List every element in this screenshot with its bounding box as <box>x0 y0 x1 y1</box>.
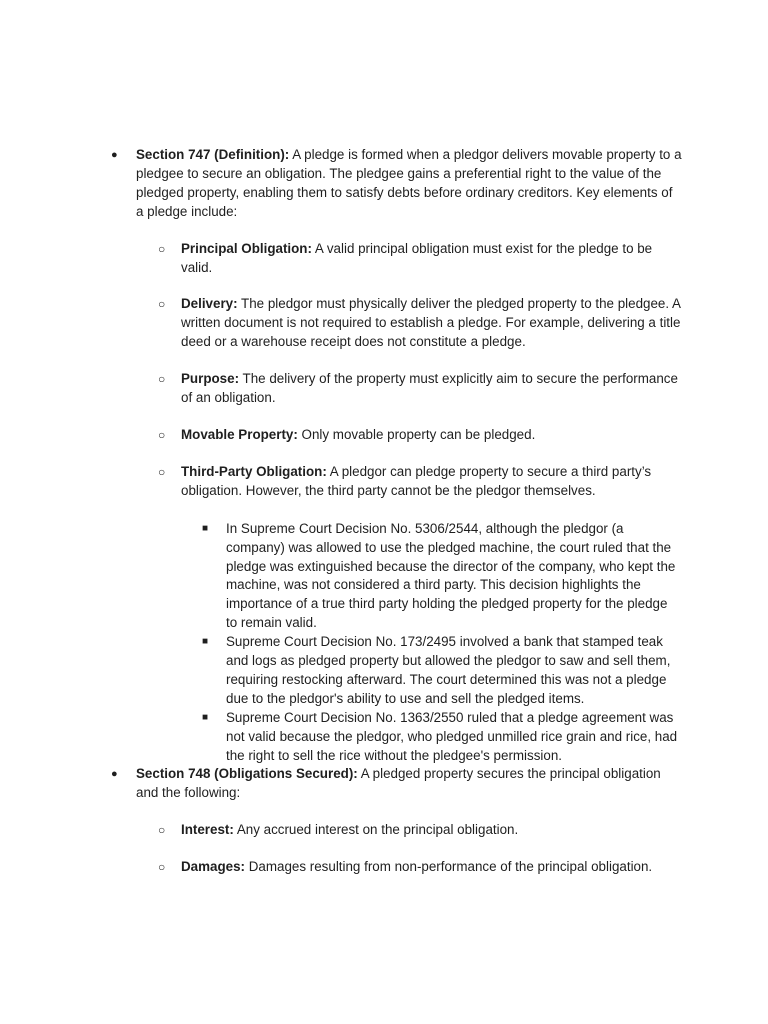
case-item <box>181 709 681 766</box>
element-list <box>136 240 682 766</box>
section-text: A pledged property secures the principal obligation and the following: <box>136 766 661 801</box>
item-text: Only movable property can be pledged. <box>297 426 536 442</box>
case-text: Supreme Court Decision No. 1363/2550 ruled that a pledge agreement was not valid because the pledgor, who pledged unmilled rice grain and rice, had the right to sell the rice without the pledgee's permission. <box>226 709 678 763</box>
bullet-circle-icon: ○ <box>158 860 166 875</box>
section-747 <box>0 146 682 765</box>
item-heading: Movable Property: <box>181 426 298 442</box>
item-heading: Purpose: <box>181 371 240 387</box>
document-page <box>0 146 768 877</box>
list-item-interest <box>136 821 681 840</box>
section-748 <box>0 765 682 877</box>
bullet-square-icon: ■ <box>202 522 209 534</box>
case-list <box>181 520 681 766</box>
item-text: Any accrued interest on the principal obligation. <box>233 822 519 838</box>
bullet-circle-icon: ○ <box>158 823 166 838</box>
section-text: A pledge is formed when a pledgor delivers movable property to a pledgee to secure an obligation. The pledgee gains a preferential right to the value of the pledged property, enabling them to satisfy debts before ordinary creditors. Key elements of a pledge include: <box>136 147 682 219</box>
item-heading: Interest: <box>181 822 234 838</box>
item-text: The pledgor must physically deliver the pledged property to the pledgee. A written document is not required to establish a pledge. For example, delivering a title deed or a warehouse receipt does not constitute a pledge. <box>181 296 681 350</box>
bullet-circle-icon: ○ <box>158 372 166 387</box>
item-text: A pledgor can pledge property to secure a third party’s obligation. However, the third party cannot be the pledgor themselves. <box>181 463 652 498</box>
item-heading: Delivery: <box>181 296 238 312</box>
case-text: In Supreme Court Decision No. 5306/2544, although the pledgor (a company) was allowed to use the pledged machine, the court ruled that the pledge was extinguished because the director of the company, who kept the machine, was not considered a third party. This decision highlights the importance of a true third party holding the pledged property for the pledge to remain valid. <box>226 520 676 631</box>
case-item <box>181 633 681 709</box>
section-list <box>0 146 768 877</box>
list-item-delivery <box>136 295 681 352</box>
bullet-dot-icon: ● <box>111 149 118 161</box>
section-heading: Section 748 (Obligations Secured): <box>136 766 358 782</box>
bullet-dot-icon: ● <box>111 768 118 781</box>
section-heading: Section 747 (Definition): <box>136 147 290 162</box>
item-text: Damages resulting from non-performance of the principal obligation. <box>245 859 653 875</box>
list-item-movable-property <box>136 426 681 445</box>
bullet-circle-icon: ○ <box>158 464 166 479</box>
item-heading: Damages: <box>181 859 246 875</box>
list-item-damages <box>136 858 681 877</box>
bullet-square-icon: ■ <box>202 636 209 648</box>
case-item <box>181 520 681 633</box>
case-text: Supreme Court Decision No. 173/2495 involved a bank that stamped teak and logs as pledged property but allowed the pledgor to saw and sell them, requiring restocking afterward. The court determined this was not a pledge due to the pledgor's ability to use and sell the pledged items. <box>226 634 671 706</box>
item-text: The delivery of the property must explicitly aim to secure the performance of an obligation. <box>181 371 678 406</box>
bullet-circle-icon: ○ <box>158 427 166 442</box>
bullet-circle-icon: ○ <box>158 241 166 256</box>
bullet-circle-icon: ○ <box>158 297 166 312</box>
item-text: A valid principal obligation must exist for the pledge to be valid. <box>181 240 653 275</box>
item-heading: Principal Obligation: <box>181 240 312 256</box>
obligation-list <box>136 821 682 877</box>
list-item-third-party-obligation <box>136 463 681 766</box>
bullet-square-icon: ■ <box>202 711 209 723</box>
item-heading: Third-Party Obligation: <box>181 463 327 479</box>
list-item-principal-obligation <box>136 240 681 278</box>
list-item-purpose <box>136 370 681 408</box>
